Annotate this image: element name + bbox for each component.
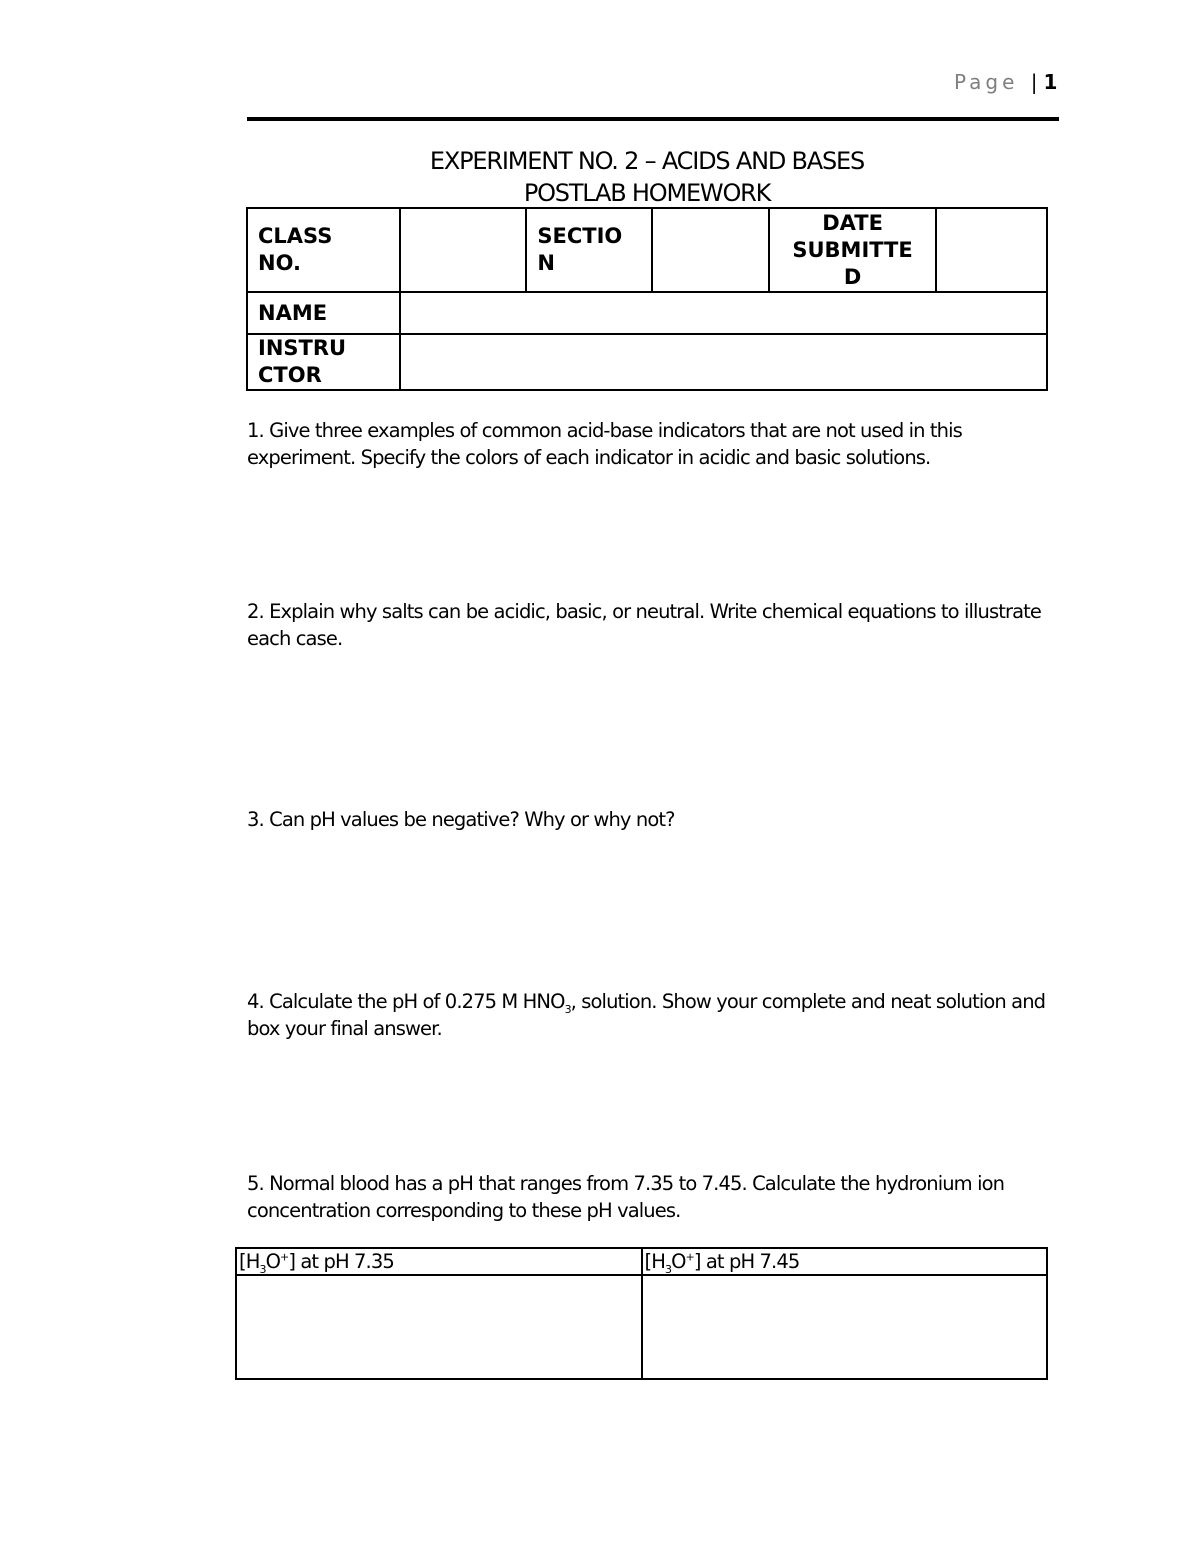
page-number-value: 1 [1043, 70, 1058, 94]
question-5: 5. Normal blood has a pH that ranges from 7.35 to 7.45. Calculate the hydronium ion concentration corresponding to these pH values. [247, 1172, 1005, 1222]
page-number [954, 70, 1057, 94]
title-line-1: EXPERIMENT NO. 2 – ACIDS AND BASES [429, 147, 865, 175]
answer-ph-745[interactable] [642, 1275, 1048, 1379]
page-label: Page [954, 70, 1019, 94]
question-2: 2. Explain why salts can be acidic, basic, or neutral. Write chemical equations to illustrate each case. [247, 600, 1042, 650]
class-no-label: CLASS NO. [247, 208, 400, 292]
document-title [247, 145, 1047, 209]
page-separator: | [1030, 70, 1038, 94]
header-rule [247, 117, 1059, 121]
header-ph-735: $[H_3O^+]$ at pH 7.35 [236, 1248, 642, 1275]
name-label: NAME [247, 292, 400, 334]
hydronium-answer-table [235, 1247, 1048, 1380]
date-submitted-field[interactable] [936, 208, 1047, 292]
student-info-table [246, 207, 1048, 391]
instructor-field[interactable] [400, 334, 1047, 390]
instructor-label: INSTRU CTOR [247, 334, 400, 390]
name-field[interactable] [400, 292, 1047, 334]
answer-ph-735[interactable] [236, 1275, 642, 1379]
class-no-field[interactable] [400, 208, 527, 292]
header-ph-745: $[H_3O^+]$ at pH 7.45 [642, 1248, 1048, 1275]
question-4: 4. Calculate the pH of 0.275 M $HNO_3$, solution. Show your complete and neat solution and box your final answer. [247, 990, 1046, 1040]
section-field[interactable] [652, 208, 769, 292]
question-1: 1. Give three examples of common acid-base indicators that are not used in this experiment. Specify the colors of each indicator in acidic and basic solutions. [247, 419, 962, 469]
question-3: 3. Can pH values be negative? Why or why not? [247, 808, 675, 831]
section-label: SECTIO N [526, 208, 652, 292]
title-line-2: POSTLAB HOMEWORK [523, 179, 771, 207]
date-submitted-label: DATE SUBMITTE D [769, 208, 936, 292]
